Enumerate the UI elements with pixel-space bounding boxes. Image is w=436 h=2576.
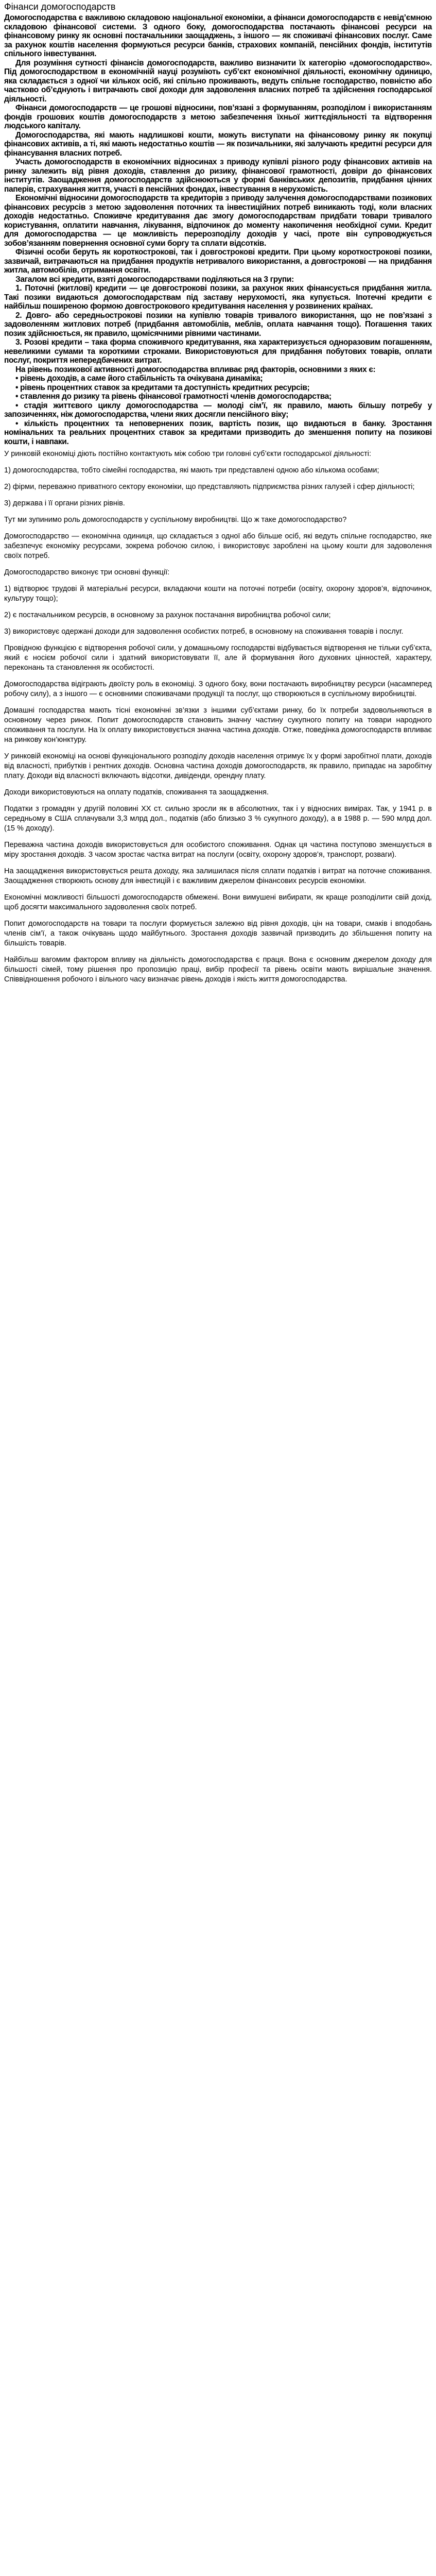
paragraph: Податки з громадян у другій половині XX ст. сильно зросли як в абсолютних, так і у відносних вимірах. Так, у 1941 р. в середньому в США сплачували 3,3 млрд дол., податків (або близько 3 % сукупного доходу), а в 1988 р. — 590 млрд дол. (15 % доходу). (4, 805, 432, 833)
paragraph: У ринковій економіці діють постійно контактують між собою три головні суб’єкти господарської діяльності: (4, 450, 372, 458)
bold-list-item: 2. Довго- або середньострокові позики на купівлю товарів тривалого використання, що не пов’язані з задоволенням житлових потреб (придбання автомобілів, меблів, оплата навчання тощо). Погашення таких позик здійснюється, як правило, щомісячними рівними частинами. (4, 311, 432, 338)
paragraph: Економічні можливості більшості домогосподарств обмежені. Вони вимушені вибирати, як краще розподілити свій дохід, щоб досягти максимального задоволення своїх потреб. (4, 893, 432, 911)
paragraph: На заощадження використовується решта доходу, яка залишилася після сплати податків і витрат на поточне споживання. Заощадження створюють основу для інвестицій і є важливим джерелом фінансових ресурсів економіки. (4, 867, 432, 885)
bold-paragraph: Загалом всі кредити, взяті домогосподарствами поділяються на 3 групи: (15, 275, 294, 284)
bold-paragraph: Участь домогосподарств в економічних відносинах з приводу купівлі різного роду фінансових активів на ринку залежить від рівня доходів, ставлення до ризику, фінансової грамотності, довіри до фінансових інститутів. Заощадження домогосподарств здійснюються у формі банківських депозитів, придбання цінних паперів, страхування життя, участі в пенсійних фондах, інвестування в нерухомість. (4, 158, 432, 194)
paragraph: 2) є постачальником ресурсів, в основному за рахунок постачання виробництва робочої сили; (4, 611, 331, 619)
bold-bullet-item: • рівень доходів, а саме його стабільність та очікувана динаміка; (15, 374, 263, 383)
bold-bullet-item: • стадія життєвого циклу домогосподарства — молоді сім’ї, як правило, мають більшу потребу у запозиченнях, ніж домогосподарства, члени яких досягли пенсійного віку; (4, 401, 432, 419)
bold-paragraph: На рівень позикової активності домогосподарства впливає ряд факторів, основними з яких є: (15, 365, 376, 374)
paragraph: 1) відтворює трудові й матеріальні ресурси, вкладаючи кошти на поточні потреби (освіту, охорону здоров’я, відпочинок, культуру тощо); (4, 585, 432, 603)
paragraph: У ринковій економіці на основі функціонального розподілу доходів населення отримує їх у формі заробітної плати, доходів від власності, прибутків і рентних доходів. Основна частина доходів домогосподарств, як правило, припадає на заробітну плату. Доходи від власності включають відсотки, дивіденди, орендну плату. (4, 752, 432, 780)
bold-list-item: 1. Поточні (житлові) кредити — це довгострокові позики, за рахунок яких фінансується придбання житла. Такі позики видаються домогосподарствам під заставу нерухомості, яка купується. Іпотечні кредити є найбільш поширеною формою довгострокового кредитування населення у розвинених країнах. (4, 284, 432, 311)
paragraph: Найбільш вагомим фактором впливу на діяльність домогосподарства є праця. Вона є основним джерелом доходу для більшості сімей, тому рішення про пропозицію праці, вибір професії та рівень освіти мають вирішальне значення. Співвідношення робочого і вільного часу визначає рівень доходів і якість життя домогосподарства. (4, 956, 432, 984)
bold-bullet-item: • ставлення до ризику та рівень фінансової грамотності членів домогосподарства; (15, 392, 332, 401)
paragraph: 3) використовує одержані доходи для задоволення особистих потреб, в основному на споживання товарів і послуг. (4, 628, 404, 636)
paragraph: Попит домогосподарств на товари та послуги формується залежно від рівня доходів, цін на товари, смаків і вподобань членів сім’ї, а також очікувань щодо майбутнього. Зростання доходів зазвичай призводить до збільшення попиту на більшість товарів. (4, 920, 432, 947)
paragraph: Провідною функцією є відтворення робочої сили, у домашньому господарстві відбувається відтворення не тільки суб’єкта, який є носієм робочої сили і здатний використовувати її, але й формування його духовних цінностей, характеру, переконань та становлення як особистості. (4, 644, 432, 672)
paragraph: Домогосподарства відіграють двоїсту роль в економіці. З одного боку, вони постачають виробництву ресурси (насамперед робочу силу), а з іншого — є основними споживачами продукції та послуг, що створюються в суспільному виробництві. (4, 680, 432, 698)
bold-paragraph: Для розуміння сутності фінансів домогосподарств, важливо визначити їх категорію «домогосподарство». Під домогосподарством в економічній науці розуміють суб’єкт економічної діяльності, економічну одиницю, яка складається з одної чи кількох осіб, які спільно проживають, ведуть спільне господарство, повністю або частково об’єднують і витрачають свої доходи для задоволення власних потреб та здійснення господарської діяльності. (4, 58, 432, 104)
paragraph: Домогосподарство виконує три основні функції: (4, 568, 170, 577)
paragraph: 1) домогосподарства, тобто сімейні господарства, які мають три представлені одною або кількома особами; (4, 466, 379, 474)
bold-bullet-item: • кількість процентних та неповернених позик, вартість позик, що видаються в банку. Зростання номінальних та реальних процентних ставок за кредитами призводить до зменшення попиту на позикові кошти, і навпаки. (4, 419, 432, 446)
paragraph: Домогосподарство — економічна одиниця, що складається з одної або більше осіб, які ведуть спільне господарство, яке забезпечує економіку ресурсами, зокрема робочою силою, і використовує зароблені на цьому кошти для задоволення своїх потреб. (4, 532, 432, 560)
page-title: Фінанси домогосподарств (4, 2, 116, 12)
bold-paragraph: Домогосподарства є важливою складовою національної економіки, а фінанси домогосподарств є невід’ємною складовою фінансової системи. З одного боку, домогосподарства постачають фінансові ресурси на фінансовому ринку як основні постачальники заощаджень, з іншого — як споживачі фінансових послуг. Саме за рахунок коштів населення формуються ресурси банків, страхових компаній, пенсійних фондів, інститутів спільного інвестування. (4, 13, 432, 58)
bold-paragraph: Економічні відносини домогосподарств та кредиторів з приводу залучення домогосподарствами позикових фінансових ресурсів з метою задоволення поточних та інвестиційних потреб виникають тоді, коли власних доходів недостатньо. Споживче кредитування дає змогу домогосподарствам придбати товари тривалого користування, оплатити навчання, лікування, відпочинок до моменту накопичення необхідної суми. Кредит для домогосподарства — це можливість перерозподілу доходів у часі, проте він супроводжується зобов’язанням повернення основної суми боргу та сплати відсотків. (4, 194, 432, 248)
bold-list-item: 3. Розові кредити – така форма споживчого кредитування, яка характеризується одноразовим погашенням, невеликими сумами та короткими строками. Використовуються для придбання побутових товарів, оплати послуг, покриття непередбачених витрат. (4, 338, 432, 365)
normal-section (4, 449, 432, 985)
paragraph: Переважна частина доходів використовується для особистого споживання. Однак ця частина поступово зменшується в міру зростання доходів. З часом зростає частка витрат на послуги (освіту, охорону здоров’я, транспорт, розваги). (4, 841, 432, 859)
paragraph: 2) фірми, переважно приватного сектору економіки, що представляють підприємства різних галузей і сфер діяльності; (4, 483, 415, 491)
bold-paragraph: Фізичні особи беруть як короткострокові, так і довгострокові кредити. При цьому короткострокові позики, зазвичай, витрачаються на придбання продуктів нетривалого використання, а довгострокові — на придбання житла, автомобілів, отримання освіти. (4, 248, 432, 275)
paragraph: Домашні господарства мають тісні економічні зв’язки з іншими суб’єктами ринку, бо їх потреби задовольняються в основному через ринок. Попит домогосподарств становить значну частину сукупного попиту на товари народного споживання та послуги. На їх оплату використовується значна частина доходів. Отже, поведінка домогосподарств впливає на ринкову кон’юнктуру. (4, 706, 432, 744)
paragraph: Доходи використовуються на оплату податків, споживання та заощадження. (4, 788, 269, 796)
paragraph: 3) держава і її органи різних рівнів. (4, 499, 125, 507)
bold-bullet-item: • рівень процентних ставок за кредитами та доступність кредитних ресурсів; (15, 383, 310, 392)
bold-paragraph: Фінанси домогосподарств — це грошові відносини, пов’язані з формуванням, розподілом і використанням фондів грошових коштів домогосподарств з метою забезпечення їхньої життєдіяльності та відтворення людського капіталу. (4, 104, 432, 130)
bold-paragraph: Домогосподарства, які мають надлишкові кошти, можуть виступати на фінансовому ринку як покупці фінансових активів, а ті, які мають недостатньо коштів — як позичальники, які залучають кредитні ресурси для фінансування власних потреб. (4, 130, 432, 158)
bold-section (4, 13, 432, 446)
document-page (0, 0, 436, 995)
paragraph: Тут ми зупинимо роль домогосподарств у суспільному виробництві. Що ж таке домогосподарство? (4, 516, 347, 524)
